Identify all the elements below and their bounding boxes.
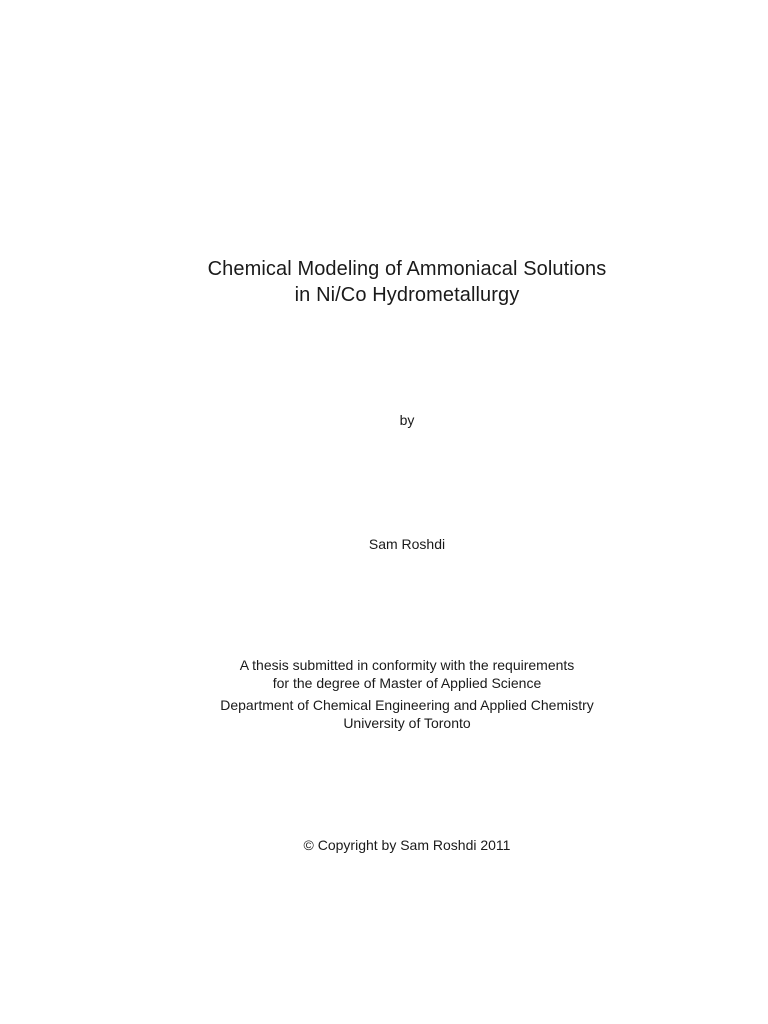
thesis-title-line-2: in Ni/Co Hydrometallurgy — [294, 284, 520, 306]
degree-statement — [0, 656, 768, 732]
thesis-title-line-1: Chemical Modeling of Ammoniacal Solutions — [207, 258, 607, 280]
copyright-notice: © Copyright by Sam Roshdi 2011 — [303, 837, 511, 853]
by-label: by — [399, 412, 415, 428]
university-name: University of Toronto — [343, 715, 471, 731]
statement-line-1: A thesis submitted in conformity with the requirements — [239, 657, 575, 673]
statement-line-2: for the degree of Master of Applied Science — [272, 675, 542, 691]
department-name: Department of Chemical Engineering and Applied Chemistry — [220, 697, 594, 713]
thesis-title — [0, 256, 768, 308]
author-name: Sam Roshdi — [368, 536, 446, 552]
